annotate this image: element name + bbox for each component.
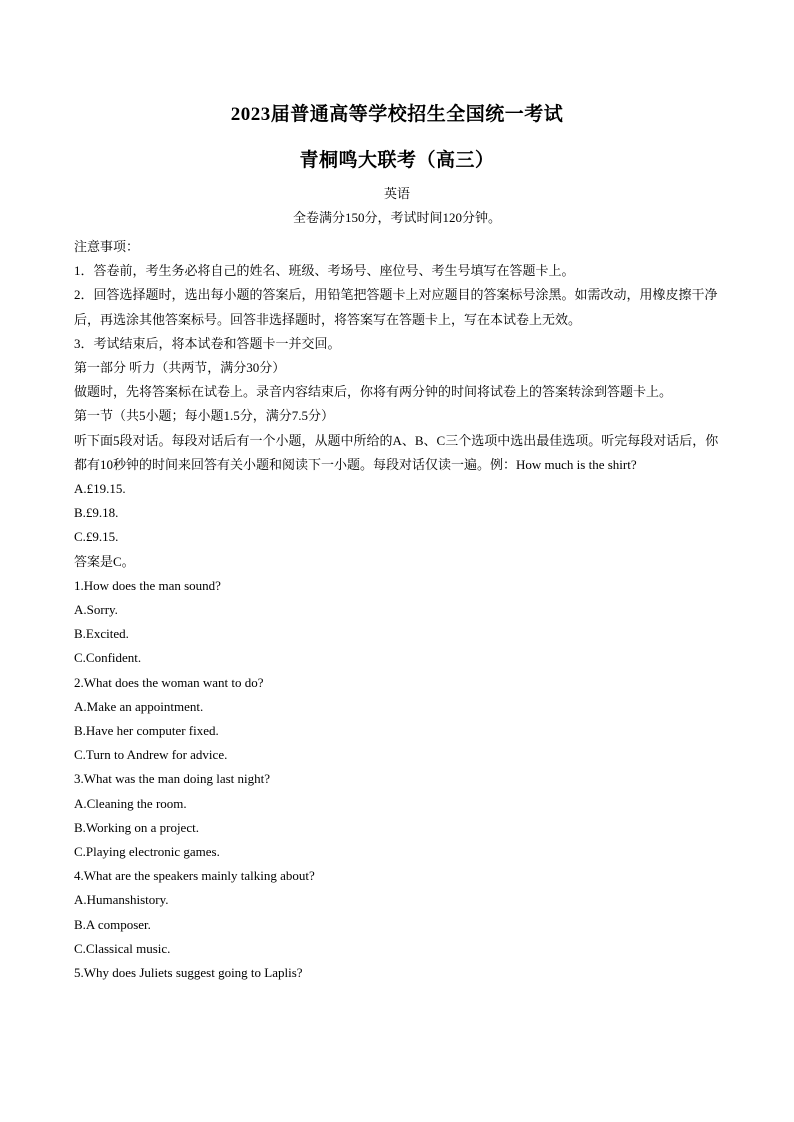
question-stem: 2.What does the woman want to do?: [74, 674, 264, 690]
exam-info: 全卷满分150分，考试时间120分钟。: [292, 210, 501, 225]
example-option: B.£9.18.: [74, 505, 119, 521]
question-option: B.Excited.: [74, 626, 129, 642]
question-option: B.Have her computer fixed.: [74, 723, 219, 739]
question-option: C.Turn to Andrew for advice.: [74, 747, 228, 763]
question-stem: 5.Why does Juliets suggest going to Laplis?: [74, 965, 303, 981]
question-option: B.A composer.: [74, 916, 151, 932]
subject-label: 英语: [383, 186, 410, 201]
question-stem: 3.What was the man doing last night?: [74, 771, 271, 787]
section-heading: 第一节（共5小题；每小题1.5分，满分7.5分）: [74, 408, 335, 424]
exam-subtitle: 青桐鸣大联考（高三）: [299, 150, 495, 171]
question-option: A.Sorry.: [74, 602, 118, 618]
question-option: C.Classical music.: [74, 940, 171, 956]
part-heading: 第一部分 听力（共两节，满分30分）: [74, 360, 286, 376]
notes-heading: 注意事项：: [74, 239, 140, 254]
question-option: C.Playing electronic games.: [74, 844, 220, 860]
exam-body: [74, 235, 724, 985]
note-item: 1．答卷前，考生务必将自己的姓名、班级、考场号、座位号、考生号填写在答题卡上。: [74, 263, 575, 279]
example-answer: 答案是C。: [74, 553, 135, 569]
question-option: A.Humanshistory.: [74, 892, 169, 908]
section-instruction: 听下面5段对话。每段对话后有一个小题，从题中所给的A、B、C三个选项中选出最佳选项。听完每段对话后，你都有10秒钟的时间来回答有关小题和阅读下一小题。每段对话仅读一遍。例：How much is the shirt?: [74, 432, 719, 472]
example-option: C.£9.15.: [74, 529, 119, 545]
example-option: A.£19.15.: [74, 481, 126, 497]
question-option: A.Cleaning the room.: [74, 795, 187, 811]
part-instruction: 做题时，先将答案标在试卷上。录音内容结束后，你将有两分钟的时间将试卷上的答案转涂到答题卡上。: [74, 384, 673, 400]
note-item: 3．考试结束后，将本试卷和答题卡一并交回。: [74, 335, 341, 351]
question-option: A.Make an appointment.: [74, 698, 204, 714]
question-stem: 4.What are the speakers mainly talking about?: [74, 868, 315, 884]
question-stem: 1.How does the man sound?: [74, 577, 221, 593]
exam-title: 2023届普通高等学校招生全国统一考试: [230, 104, 564, 125]
note-item: 2．回答选择题时，选出每小题的答案后，用铅笔把答题卡上对应题目的答案标号涂黑。如需改动，用橡皮擦干净后，再选涂其他答案标号。回答非选择题时，将答案写在答题卡上，写在本试卷上无效。: [74, 287, 718, 327]
question-option: C.Confident.: [74, 650, 142, 666]
question-option: B.Working on a project.: [74, 819, 199, 835]
